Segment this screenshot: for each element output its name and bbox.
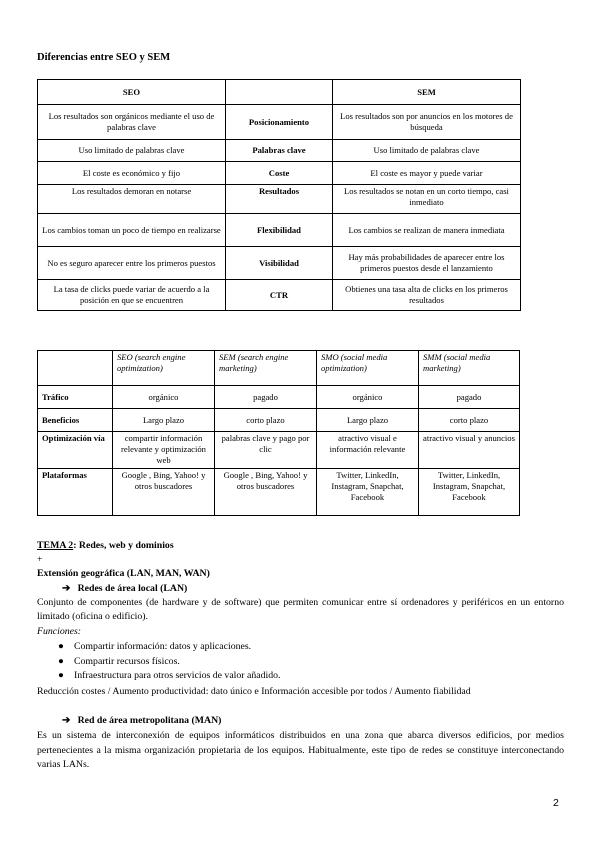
table-cell: orgánico xyxy=(113,386,215,409)
table-row xyxy=(38,247,521,280)
row-label: Tráfico xyxy=(38,386,113,409)
lan-heading-text: Redes de área local (LAN) xyxy=(77,583,188,594)
table-cell: Twitter, LinkedIn, Instagram, Snapchat, Facebook xyxy=(419,469,520,516)
table-header-row xyxy=(38,351,520,386)
table-cell: pagado xyxy=(215,386,317,409)
header-smm: SMM (social media marketing) xyxy=(419,351,520,386)
table-row xyxy=(38,469,520,516)
reduccion-text: Reducción costes / Aumento productividad: dato único e Información accesible por todos / Aumento fiabilidad xyxy=(37,686,471,697)
man-description: Es un sistema de interconexión de equipos informáticos distribuidos en una zona que abarca diversos edificios, por medios pertenecientes a la misma organización propietaria de los equipos. Habitualmente, este tipo de redes se constituye interconectando varias LANs. xyxy=(37,730,564,770)
table-row xyxy=(38,185,521,214)
list-item xyxy=(58,669,280,684)
list-item-text: Compartir información: datos y aplicaciones. xyxy=(74,641,252,652)
seo-cell: Los resultados demoran en notarse xyxy=(38,185,226,214)
table-cell: Google , Bing, Yahoo! y otros buscadores xyxy=(113,469,215,516)
criterion-cell: Coste xyxy=(226,162,333,185)
table-row xyxy=(38,280,521,311)
criterion-cell: Resultados xyxy=(226,185,333,214)
list-item xyxy=(58,655,280,670)
header-sem: SEM (search engine marketing) xyxy=(215,351,317,386)
table-cell: Twitter, LinkedIn, Instagram, Snapchat, Facebook xyxy=(317,469,419,516)
criterion-cell: Visibilidad xyxy=(226,247,333,280)
sem-cell: Obtienes una tasa alta de clicks en los primeros resultados xyxy=(333,280,521,311)
seo-cell: No es seguro aparecer entre los primeros puestos xyxy=(38,247,226,280)
tema-number: TEMA 2 xyxy=(37,540,74,551)
table-row xyxy=(38,432,520,469)
seo-cell: Los resultados son orgánicos mediante el uso de palabras clave xyxy=(38,105,226,140)
tema-heading xyxy=(37,539,564,553)
table-cell: atractivo visual y anuncios xyxy=(419,432,520,469)
seo-sem-smo-smm-table xyxy=(37,350,520,516)
table-row xyxy=(38,214,521,247)
table-cell: corto plazo xyxy=(419,409,520,432)
list-item xyxy=(58,640,280,655)
header-seo: SEO xyxy=(38,80,226,105)
table-cell: compartir información relevante y optimización web xyxy=(113,432,215,469)
table-cell: Google , Bing, Yahoo! y otros buscadores xyxy=(215,469,317,516)
lan-heading xyxy=(62,582,589,596)
bullet-icon: ● xyxy=(58,641,64,652)
row-label: Plataformas xyxy=(38,469,113,516)
arrow-right-icon: ➔ xyxy=(62,715,71,726)
seo-cell: La tasa de clicks puede variar de acuerdo a la posición en que se encuentren xyxy=(38,280,226,311)
criterion-cell: Palabras clave xyxy=(226,140,333,162)
row-label: Optimización vía xyxy=(38,432,113,469)
sem-cell: Los resultados son por anuncios en los motores de búsqueda xyxy=(333,105,521,140)
lan-description: Conjunto de componentes (de hardware y de software) que permiten comunicar entre sí ordenadores y periféricos en un entorno limitado (oficina o edificio). xyxy=(37,597,564,622)
table-row xyxy=(38,105,521,140)
funciones-list xyxy=(58,640,280,684)
page-number: 2 xyxy=(553,797,559,809)
table-row xyxy=(38,162,521,185)
header-blank xyxy=(226,80,333,105)
sem-cell: El coste es mayor y puede variar xyxy=(333,162,521,185)
list-item-text: Compartir recursos físicos. xyxy=(74,655,180,667)
criterion-cell: Posicionamiento xyxy=(226,105,333,140)
table-header-row xyxy=(38,80,521,105)
table-cell: Largo plazo xyxy=(113,409,215,432)
seo-sem-comparison-table xyxy=(37,79,521,311)
extension-heading: Extensión geográfica (LAN, MAN, WAN) xyxy=(37,568,210,579)
sem-cell: Hay más probabilidades de aparecer entre los primeros puestos desde el lanzamiento xyxy=(333,247,521,280)
table-cell: Largo plazo xyxy=(317,409,419,432)
bullet-icon: ● xyxy=(58,655,64,667)
header-smo: SMO (social media optimization) xyxy=(317,351,419,386)
plus-mark: + xyxy=(37,554,43,565)
list-item-text: Infraestructura para otros servicios de valor añadido. xyxy=(74,670,281,681)
criterion-cell: CTR xyxy=(226,280,333,311)
seo-cell: El coste es económico y fijo xyxy=(38,162,226,185)
row-label: Beneficios xyxy=(38,409,113,432)
header-sem: SEM xyxy=(333,80,521,105)
table-cell: corto plazo xyxy=(215,409,317,432)
table-cell: orgánico xyxy=(317,386,419,409)
header-blank xyxy=(38,351,113,386)
table-cell: atractivo visual e información relevante xyxy=(317,432,419,469)
sem-cell: Uso limitado de palabras clave xyxy=(333,140,521,162)
table-row xyxy=(38,386,520,409)
table-row xyxy=(38,140,521,162)
sem-cell: Los cambios se realizan de manera inmediata xyxy=(333,214,521,247)
bullet-icon: ● xyxy=(58,670,64,681)
seo-cell: Uso limitado de palabras clave xyxy=(38,140,226,162)
sem-cell: Los resultados se notan en un corto tiempo, casi inmediato xyxy=(333,185,521,214)
table-cell: palabras clave y pago por clic xyxy=(215,432,317,469)
man-heading xyxy=(62,714,589,728)
tema-title: : Redes, web y dominios xyxy=(73,540,174,551)
criterion-cell: Flexibilidad xyxy=(226,214,333,247)
arrow-right-icon: ➔ xyxy=(62,583,71,594)
header-seo: SEO (search engine optimization) xyxy=(113,351,215,386)
funciones-label: Funciones: xyxy=(37,626,82,637)
table-cell: pagado xyxy=(419,386,520,409)
section-title: Diferencias entre SEO y SEM xyxy=(37,52,171,63)
man-heading-text: Red de área metropolitana (MAN) xyxy=(77,715,222,726)
seo-cell: Los cambios toman un poco de tiempo en realizarse xyxy=(38,214,226,247)
table-row xyxy=(38,409,520,432)
